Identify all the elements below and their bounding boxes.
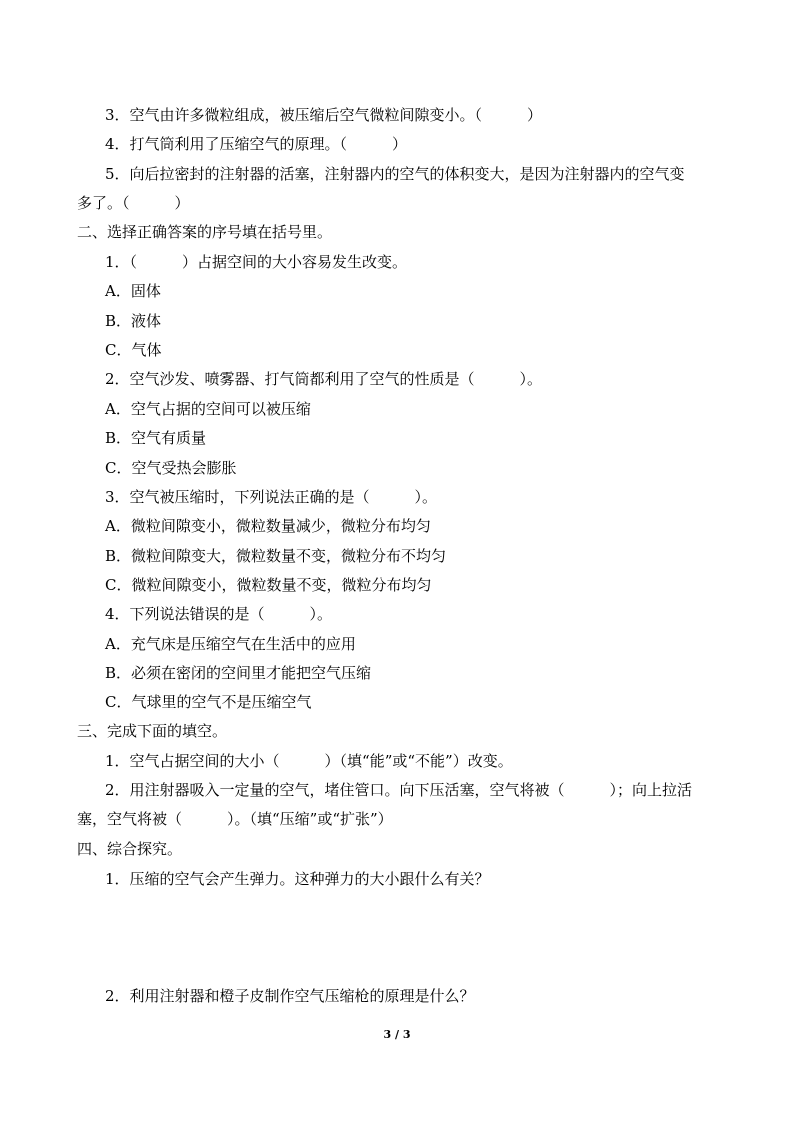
mc-q3-option-c: C．微粒间隙变小，微粒数量不变，微粒分布均匀	[105, 576, 432, 594]
mc-q1-option-a: A．固体	[105, 282, 161, 300]
page-number: 3 / 3	[383, 1028, 411, 1041]
tf-question-3: 3．空气由许多微粒组成，被压缩后空气微粒间隙变小。（ ）	[105, 106, 543, 124]
mc-q3-option-b: B．微粒间隙变大，微粒数量不变，微粒分布不均匀	[105, 547, 447, 565]
mc-q1-option-b: B．液体	[105, 312, 162, 330]
tf-question-4: 4．打气筒利用了压缩空气的原理。（ ）	[105, 135, 408, 153]
inquiry-question-2: 2．利用注射器和橙子皮制作空气压缩枪的原理是什么？	[105, 987, 475, 1005]
mc-q1-option-c: C．气体	[105, 341, 162, 359]
tf-question-5-line2: 多了。（ ）	[77, 194, 190, 212]
mc-question-2: 2．空气沙发、喷雾器、打气筒都利用了空气的性质是（ ）。	[105, 370, 543, 388]
mc-q2-option-b: B．空气有质量	[105, 429, 207, 447]
tf-question-5-line1: 5．向后拉密封的注射器的活塞，注射器内的空气的体积变大，是因为注射器内的空气变	[105, 165, 685, 183]
mc-q2-option-c: C．空气受热会膨胀	[105, 459, 237, 477]
mc-q4-option-a: A．充气床是压缩空气在生活中的应用	[105, 635, 356, 653]
mc-q3-option-a: A．微粒间隙变小，微粒数量减少，微粒分布均匀	[105, 517, 431, 535]
fill-question-1: 1．空气占据空间的大小（ ）（填“能”或“不能”）改变。	[105, 752, 513, 770]
section-3-heading: 三、完成下面的填空。	[77, 722, 228, 740]
fill-question-2-line2: 塞，空气将被（ ）。（填“压缩”或“扩张”）	[77, 810, 393, 828]
section-4-heading: 四、综合探究。	[77, 840, 183, 858]
mc-question-4: 4．下列说法错误的是（ ）。	[105, 605, 333, 623]
section-2-heading: 二、选择正确答案的序号填在括号里。	[77, 223, 333, 241]
inquiry-question-1: 1．压缩的空气会产生弹力。这种弹力的大小跟什么有关？	[105, 870, 490, 888]
mc-q4-option-c: C．气球里的空气不是压缩空气	[105, 693, 312, 711]
fill-question-2-line1: 2．用注射器吸入一定量的空气，堵住管口。向下压活塞，空气将被（ ）；向上拉活	[105, 781, 693, 799]
mc-question-3: 3．空气被压缩时，下列说法正确的是（ ）。	[105, 488, 438, 506]
mc-q4-option-b: B．必须在密闭的空间里才能把空气压缩	[105, 664, 372, 682]
mc-question-1: 1．（ ）占据空间的大小容易发生改变。	[105, 253, 408, 271]
mc-q2-option-a: A．空气占据的空间可以被压缩	[105, 400, 311, 418]
